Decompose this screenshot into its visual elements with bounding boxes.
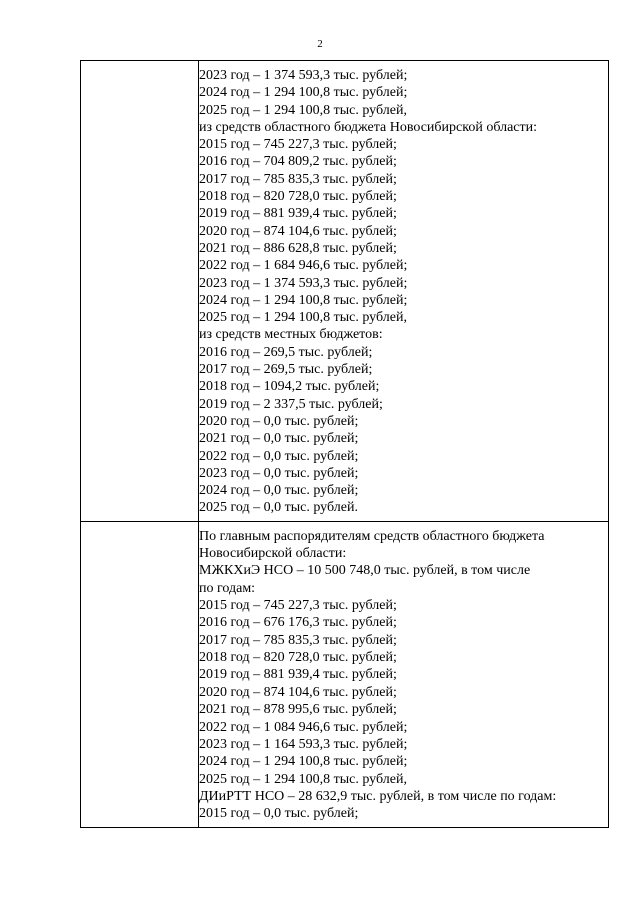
text-line: 2025 год – 0,0 тыс. рублей. [199, 500, 358, 516]
text-line: 2020 год – 874 104,6 тыс. рублей; [199, 223, 397, 239]
text-line: 2020 год – 874 104,6 тыс. рублей; [199, 684, 397, 700]
text-line: 2023 год – 0,0 тыс. рублей; [199, 465, 359, 481]
text-line: 2022 год – 0,0 тыс. рублей; [199, 448, 359, 464]
funding-lines-block [199, 522, 608, 827]
text-line: 2020 год – 0,0 тыс. рублей; [199, 413, 359, 429]
text-line: 2017 год – 785 835,3 тыс. рублей; [199, 171, 397, 187]
text-line: 2021 год – 878 995,6 тыс. рублей; [199, 702, 397, 718]
section-heading-line: из средств местных бюджетов: [199, 327, 383, 343]
text-line: 2019 год – 881 939,4 тыс. рублей; [199, 206, 397, 222]
text-line: 2019 год – 2 337,5 тыс. рублей; [199, 396, 383, 412]
text-line: 2016 год – 269,5 тыс. рублей; [199, 344, 373, 360]
table-row [81, 61, 609, 522]
section-heading-line: из средств областного бюджета Новосибирской области: [199, 119, 538, 135]
text-line: 2018 год – 1094,2 тыс. рублей; [199, 379, 380, 395]
text-line: 2018 год – 820 728,0 тыс. рублей; [199, 189, 397, 205]
text-line: 2015 год – 745 227,3 тыс. рублей; [199, 137, 397, 153]
text-line: 2015 год – 745 227,3 тыс. рублей; [199, 598, 397, 614]
text-line: 2019 год – 881 939,4 тыс. рублей; [199, 667, 397, 683]
text-line: 2024 год – 0,0 тыс. рублей; [199, 483, 359, 499]
funding-lines-block [199, 61, 608, 521]
row-label-cell [81, 61, 199, 522]
text-line: ДИиРТТ НСО – 28 632,9 тыс. рублей, в том числе по годам: [199, 788, 557, 804]
text-line: 2023 год – 1 374 593,3 тыс. рублей; [199, 68, 408, 83]
row-content-cell [199, 61, 609, 522]
text-line: 2025 год – 1 294 100,8 тыс. рублей, [199, 102, 407, 118]
text-line: 2016 год – 704 809,2 тыс. рублей; [199, 154, 397, 170]
text-line: МЖКХиЭ НСО – 10 500 748,0 тыс. рублей, в том числе [199, 563, 531, 579]
page-number: 2 [317, 38, 323, 50]
text-line: 2015 год – 0,0 тыс. рублей; [199, 806, 359, 822]
text-line: 2024 год – 1 294 100,8 тыс. рублей; [199, 85, 408, 101]
text-line: 2021 год – 886 628,8 тыс. рублей; [199, 240, 397, 256]
text-line: 2022 год – 1 684 946,6 тыс. рублей; [199, 258, 408, 274]
text-line: 2024 год – 1 294 100,8 тыс. рублей; [199, 754, 408, 770]
row-content-cell [199, 521, 609, 827]
text-line: 2016 год – 676 176,3 тыс. рублей; [199, 615, 397, 631]
row-label-cell [81, 521, 199, 827]
text-line: 2017 год – 269,5 тыс. рублей; [199, 362, 373, 378]
text-line: 2018 год – 820 728,0 тыс. рублей; [199, 650, 397, 666]
text-line: 2023 год – 1 374 593,3 тыс. рублей; [199, 275, 408, 291]
text-line: 2023 год – 1 164 593,3 тыс. рублей; [199, 736, 408, 752]
section-heading-line: По главным распорядителям средств областного бюджета [199, 528, 545, 544]
text-line: 2025 год – 1 294 100,8 тыс. рублей, [199, 771, 407, 787]
text-line: по годам: [199, 580, 256, 596]
table-row [81, 521, 609, 827]
text-line: 2017 год – 785 835,3 тыс. рублей; [199, 632, 397, 648]
financing-table [80, 60, 609, 828]
text-line: 2024 год – 1 294 100,8 тыс. рублей; [199, 292, 408, 308]
text-line: 2025 год – 1 294 100,8 тыс. рублей, [199, 310, 407, 326]
section-heading-line: Новосибирской области: [199, 546, 347, 562]
text-line: 2022 год – 1 084 946,6 тыс. рублей; [199, 719, 408, 735]
text-line: 2021 год – 0,0 тыс. рублей; [199, 431, 359, 447]
